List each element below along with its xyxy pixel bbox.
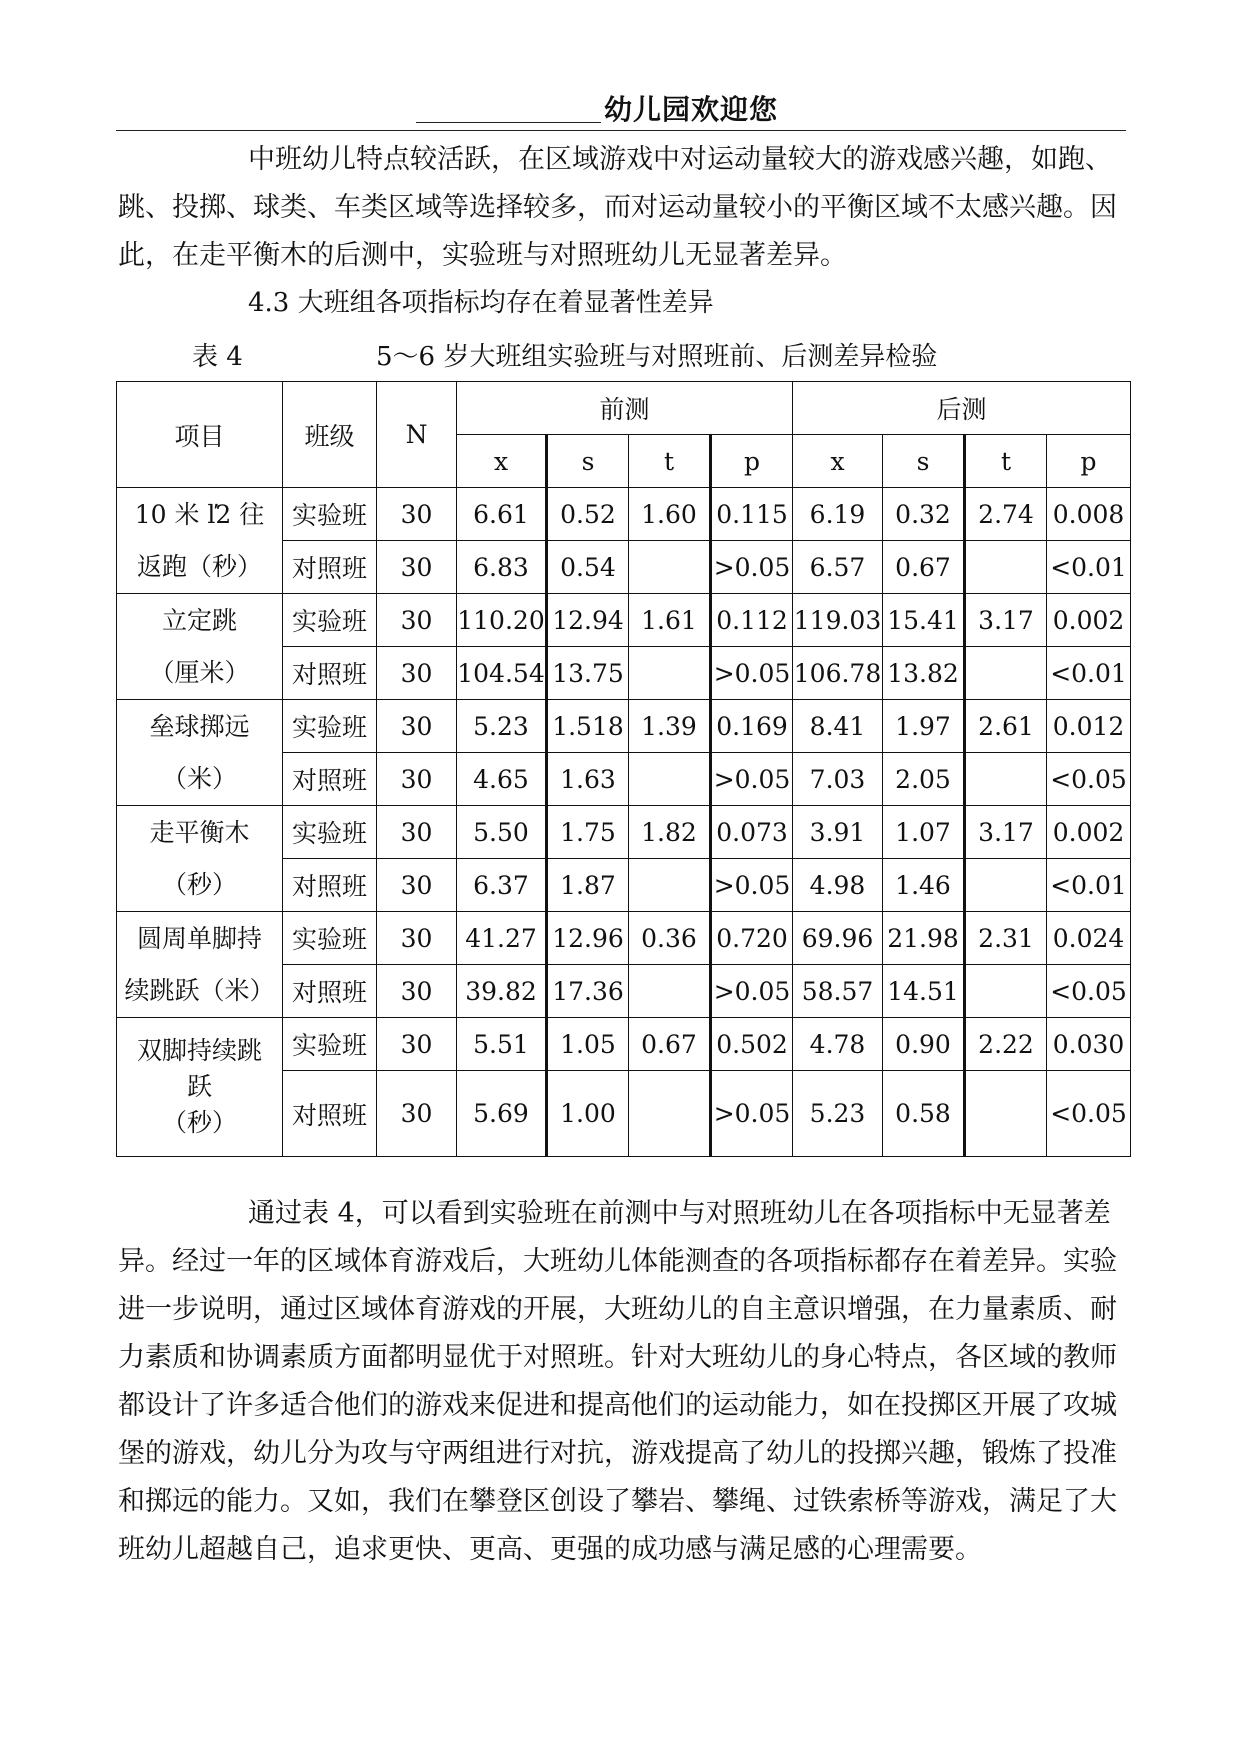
- cell-pre-t: 1.82: [629, 806, 711, 859]
- cell-post-p: <0.01: [1047, 859, 1131, 912]
- cell-n: 30: [377, 1018, 457, 1071]
- table-caption: [192, 336, 937, 373]
- cell-post-t: 2.22: [965, 1018, 1047, 1071]
- cell-pre-p: >0.05: [711, 859, 793, 912]
- table-row: [117, 700, 1131, 753]
- item-cell: [117, 700, 283, 806]
- cell-pre-p: >0.05: [711, 541, 793, 594]
- cell-pre-s: 1.05: [547, 1018, 629, 1071]
- cell-pre-p: 0.073: [711, 806, 793, 859]
- cell-post-p: <0.01: [1047, 541, 1131, 594]
- header-posttest: 后测: [793, 382, 1131, 435]
- cell-post-x: 6.19: [793, 488, 883, 541]
- cell-post-s: 1.07: [883, 806, 965, 859]
- cell-n: 30: [377, 1071, 457, 1157]
- cell-post-p: 0.012: [1047, 700, 1131, 753]
- cell-post-x: 3.91: [793, 806, 883, 859]
- cell-pre-x: 4.65: [457, 753, 547, 806]
- cell-post-s: 1.97: [883, 700, 965, 753]
- item-line: 10 米 ľ2 往: [134, 499, 265, 529]
- cell-post-x: 58.57: [793, 965, 883, 1018]
- cell-n: 30: [377, 594, 457, 647]
- paragraph-1: 中班幼儿特点较活跃，在区域游戏中对运动量较大的游戏感兴趣，如跑、跳、投掷、球类、车类区域等选择较多，而对运动量较小的平衡区域不太感兴趣。因此，在走平衡木的后测中，实验班与对照班幼儿无显著差异。: [118, 144, 1117, 271]
- cell-post-t: [965, 753, 1047, 806]
- item-line: （厘米）: [149, 657, 250, 687]
- item-line: （秒）: [161, 1108, 237, 1137]
- item-cell: [117, 594, 283, 700]
- cell-pre-t: 1.61: [629, 594, 711, 647]
- item-line: 圆周单脚持: [136, 923, 262, 953]
- item-line: 续跳跃（米）: [124, 975, 275, 1005]
- cell-pre-s: 1.87: [547, 859, 629, 912]
- cell-pre-t: [629, 965, 711, 1018]
- cell-post-p: 0.002: [1047, 594, 1131, 647]
- cell-class: 实验班: [283, 594, 377, 647]
- cell-post-s: 0.90: [883, 1018, 965, 1071]
- cell-post-x: 5.23: [793, 1071, 883, 1157]
- table-title: 5～6 岁大班组实验班与对照班前、后测差异检验: [376, 342, 938, 372]
- cell-pre-p: 0.720: [711, 912, 793, 965]
- cell-pre-p: 0.169: [711, 700, 793, 753]
- cell-post-x: 6.57: [793, 541, 883, 594]
- header-item: 项目: [117, 382, 283, 488]
- cell-pre-x: 6.61: [457, 488, 547, 541]
- cell-n: 30: [377, 859, 457, 912]
- item-line: 返跑（秒）: [136, 551, 262, 581]
- cell-pre-t: [629, 541, 711, 594]
- cell-class: 对照班: [283, 1071, 377, 1157]
- cell-post-p: 0.008: [1047, 488, 1131, 541]
- item-line: 垒球掷远: [149, 711, 250, 741]
- table-number: 表 4: [192, 342, 243, 372]
- cell-pre-x: 5.51: [457, 1018, 547, 1071]
- cell-pre-p: 0.112: [711, 594, 793, 647]
- cell-pre-s: 0.52: [547, 488, 629, 541]
- cell-post-x: 7.03: [793, 753, 883, 806]
- cell-post-s: 13.82: [883, 647, 965, 700]
- cell-pre-t: 1.60: [629, 488, 711, 541]
- cell-pre-p: 0.502: [711, 1018, 793, 1071]
- cell-pre-x: 5.69: [457, 1071, 547, 1157]
- cell-post-t: [965, 965, 1047, 1018]
- header-pre-s: s: [547, 435, 629, 488]
- cell-post-t: 2.74: [965, 488, 1047, 541]
- cell-class: 实验班: [283, 912, 377, 965]
- cell-class: 对照班: [283, 753, 377, 806]
- header-title: 幼儿园欢迎您: [604, 93, 779, 126]
- cell-class: 实验班: [283, 700, 377, 753]
- cell-post-x: 106.78: [793, 647, 883, 700]
- cell-pre-s: 1.63: [547, 753, 629, 806]
- cell-pre-s: 12.96: [547, 912, 629, 965]
- cell-class: 对照班: [283, 541, 377, 594]
- cell-n: 30: [377, 541, 457, 594]
- cell-class: 对照班: [283, 647, 377, 700]
- cell-n: 30: [377, 965, 457, 1018]
- cell-post-x: 8.41: [793, 700, 883, 753]
- cell-class: 实验班: [283, 1018, 377, 1071]
- cell-pre-s: 1.518: [547, 700, 629, 753]
- header-blank-line: [416, 122, 601, 123]
- header-post-x: x: [793, 435, 883, 488]
- cell-pre-x: 104.54: [457, 647, 547, 700]
- cell-post-t: [965, 647, 1047, 700]
- cell-pre-s: 17.36: [547, 965, 629, 1018]
- cell-post-p: <0.05: [1047, 1071, 1131, 1157]
- header-pre-x: x: [457, 435, 547, 488]
- item-line: （米）: [161, 763, 237, 793]
- cell-pre-s: 1.00: [547, 1071, 629, 1157]
- item-line: （秒）: [161, 869, 237, 899]
- cell-class: 对照班: [283, 965, 377, 1018]
- table-row: [117, 912, 1131, 965]
- cell-post-s: 0.32: [883, 488, 965, 541]
- cell-n: 30: [377, 912, 457, 965]
- table-row: [117, 1018, 1131, 1071]
- cell-post-p: <0.05: [1047, 753, 1131, 806]
- cell-pre-x: 6.83: [457, 541, 547, 594]
- section-heading: 4.3 大班组各项指标均存在着显著性差异: [248, 288, 714, 318]
- cell-class: 实验班: [283, 806, 377, 859]
- paragraph-2: 通过表 4，可以看到实验班在前测中与对照班幼儿在各项指标中无显著差异。经过一年的区域体育游戏后，大班幼儿体能测查的各项指标都存在着差异。实验进一步说明，通过区域体育游戏的开展，大班幼儿的自主意识增强，在力量素质、耐力素质和协调素质方面都明显优于对照班。针对大班幼儿的身心特点，各区域的教师都设计了许多适合他们的游戏来促进和提高他们的运动能力，如在投掷区开展了攻城堡的游戏，幼儿分为攻与守两组进行对抗，游戏提高了幼儿的投掷兴趣，锻炼了投准和掷远的能力。又如，我们在攀登区创设了攀岩、攀绳、过铁索桥等游戏，满足了大班幼儿超越自己，追求更快、更高、更强的成功感与满足感的心理需要。: [118, 1198, 1117, 1565]
- cell-pre-p: >0.05: [711, 1071, 793, 1157]
- table-row: [117, 488, 1131, 541]
- cell-pre-s: 13.75: [547, 647, 629, 700]
- cell-pre-x: 5.50: [457, 806, 547, 859]
- cell-pre-x: 6.37: [457, 859, 547, 912]
- item-line: 立定跳: [161, 605, 237, 635]
- header-post-t: t: [965, 435, 1047, 488]
- cell-pre-t: [629, 1071, 711, 1157]
- item-cell: [117, 806, 283, 912]
- header-pre-t: t: [629, 435, 711, 488]
- cell-post-p: 0.030: [1047, 1018, 1131, 1071]
- data-table: [116, 381, 1131, 1157]
- header-pretest: 前测: [457, 382, 793, 435]
- cell-n: 30: [377, 488, 457, 541]
- cell-post-p: <0.01: [1047, 647, 1131, 700]
- cell-post-p: <0.05: [1047, 965, 1131, 1018]
- header-pre-p: p: [711, 435, 793, 488]
- cell-post-s: 21.98: [883, 912, 965, 965]
- header-post-s: s: [883, 435, 965, 488]
- item-line: 双脚持续跳: [136, 1036, 262, 1065]
- item-cell: [117, 1018, 283, 1157]
- header-post-p: p: [1047, 435, 1131, 488]
- cell-pre-p: 0.115: [711, 488, 793, 541]
- item-cell: [117, 912, 283, 1018]
- header-n: N: [377, 382, 457, 488]
- cell-post-t: 2.61: [965, 700, 1047, 753]
- cell-pre-x: 110.20: [457, 594, 547, 647]
- cell-n: 30: [377, 753, 457, 806]
- cell-pre-t: 0.67: [629, 1018, 711, 1071]
- cell-pre-p: >0.05: [711, 753, 793, 806]
- cell-post-t: 2.31: [965, 912, 1047, 965]
- cell-post-s: 1.46: [883, 859, 965, 912]
- cell-pre-x: 39.82: [457, 965, 547, 1018]
- cell-post-t: [965, 1071, 1047, 1157]
- cell-post-t: [965, 859, 1047, 912]
- cell-post-x: 4.98: [793, 859, 883, 912]
- cell-pre-x: 5.23: [457, 700, 547, 753]
- item-cell: [117, 488, 283, 594]
- cell-pre-t: [629, 859, 711, 912]
- header-class: 班级: [283, 382, 377, 488]
- cell-post-t: [965, 541, 1047, 594]
- cell-n: 30: [377, 700, 457, 753]
- cell-pre-s: 0.54: [547, 541, 629, 594]
- cell-post-s: 0.67: [883, 541, 965, 594]
- cell-pre-t: [629, 753, 711, 806]
- cell-pre-t: [629, 647, 711, 700]
- cell-post-t: 3.17: [965, 806, 1047, 859]
- cell-class: 实验班: [283, 488, 377, 541]
- table-row: [117, 806, 1131, 859]
- cell-pre-t: 1.39: [629, 700, 711, 753]
- cell-class: 对照班: [283, 859, 377, 912]
- table-body: [117, 488, 1131, 1157]
- cell-post-t: 3.17: [965, 594, 1047, 647]
- cell-post-x: 4.78: [793, 1018, 883, 1071]
- cell-post-x: 69.96: [793, 912, 883, 965]
- cell-pre-t: 0.36: [629, 912, 711, 965]
- cell-post-s: 0.58: [883, 1071, 965, 1157]
- table-row: [117, 594, 1131, 647]
- cell-post-x: 119.03: [793, 594, 883, 647]
- cell-pre-p: >0.05: [711, 647, 793, 700]
- cell-pre-s: 12.94: [547, 594, 629, 647]
- cell-pre-x: 41.27: [457, 912, 547, 965]
- cell-post-p: 0.024: [1047, 912, 1131, 965]
- cell-post-s: 2.05: [883, 753, 965, 806]
- page-header: [116, 88, 1126, 131]
- item-line: 跃: [186, 1072, 212, 1101]
- cell-post-s: 15.41: [883, 594, 965, 647]
- cell-n: 30: [377, 806, 457, 859]
- cell-pre-p: >0.05: [711, 965, 793, 1018]
- cell-pre-s: 1.75: [547, 806, 629, 859]
- item-line: 走平衡木: [149, 817, 250, 847]
- cell-n: 30: [377, 647, 457, 700]
- cell-post-p: 0.002: [1047, 806, 1131, 859]
- cell-post-s: 14.51: [883, 965, 965, 1018]
